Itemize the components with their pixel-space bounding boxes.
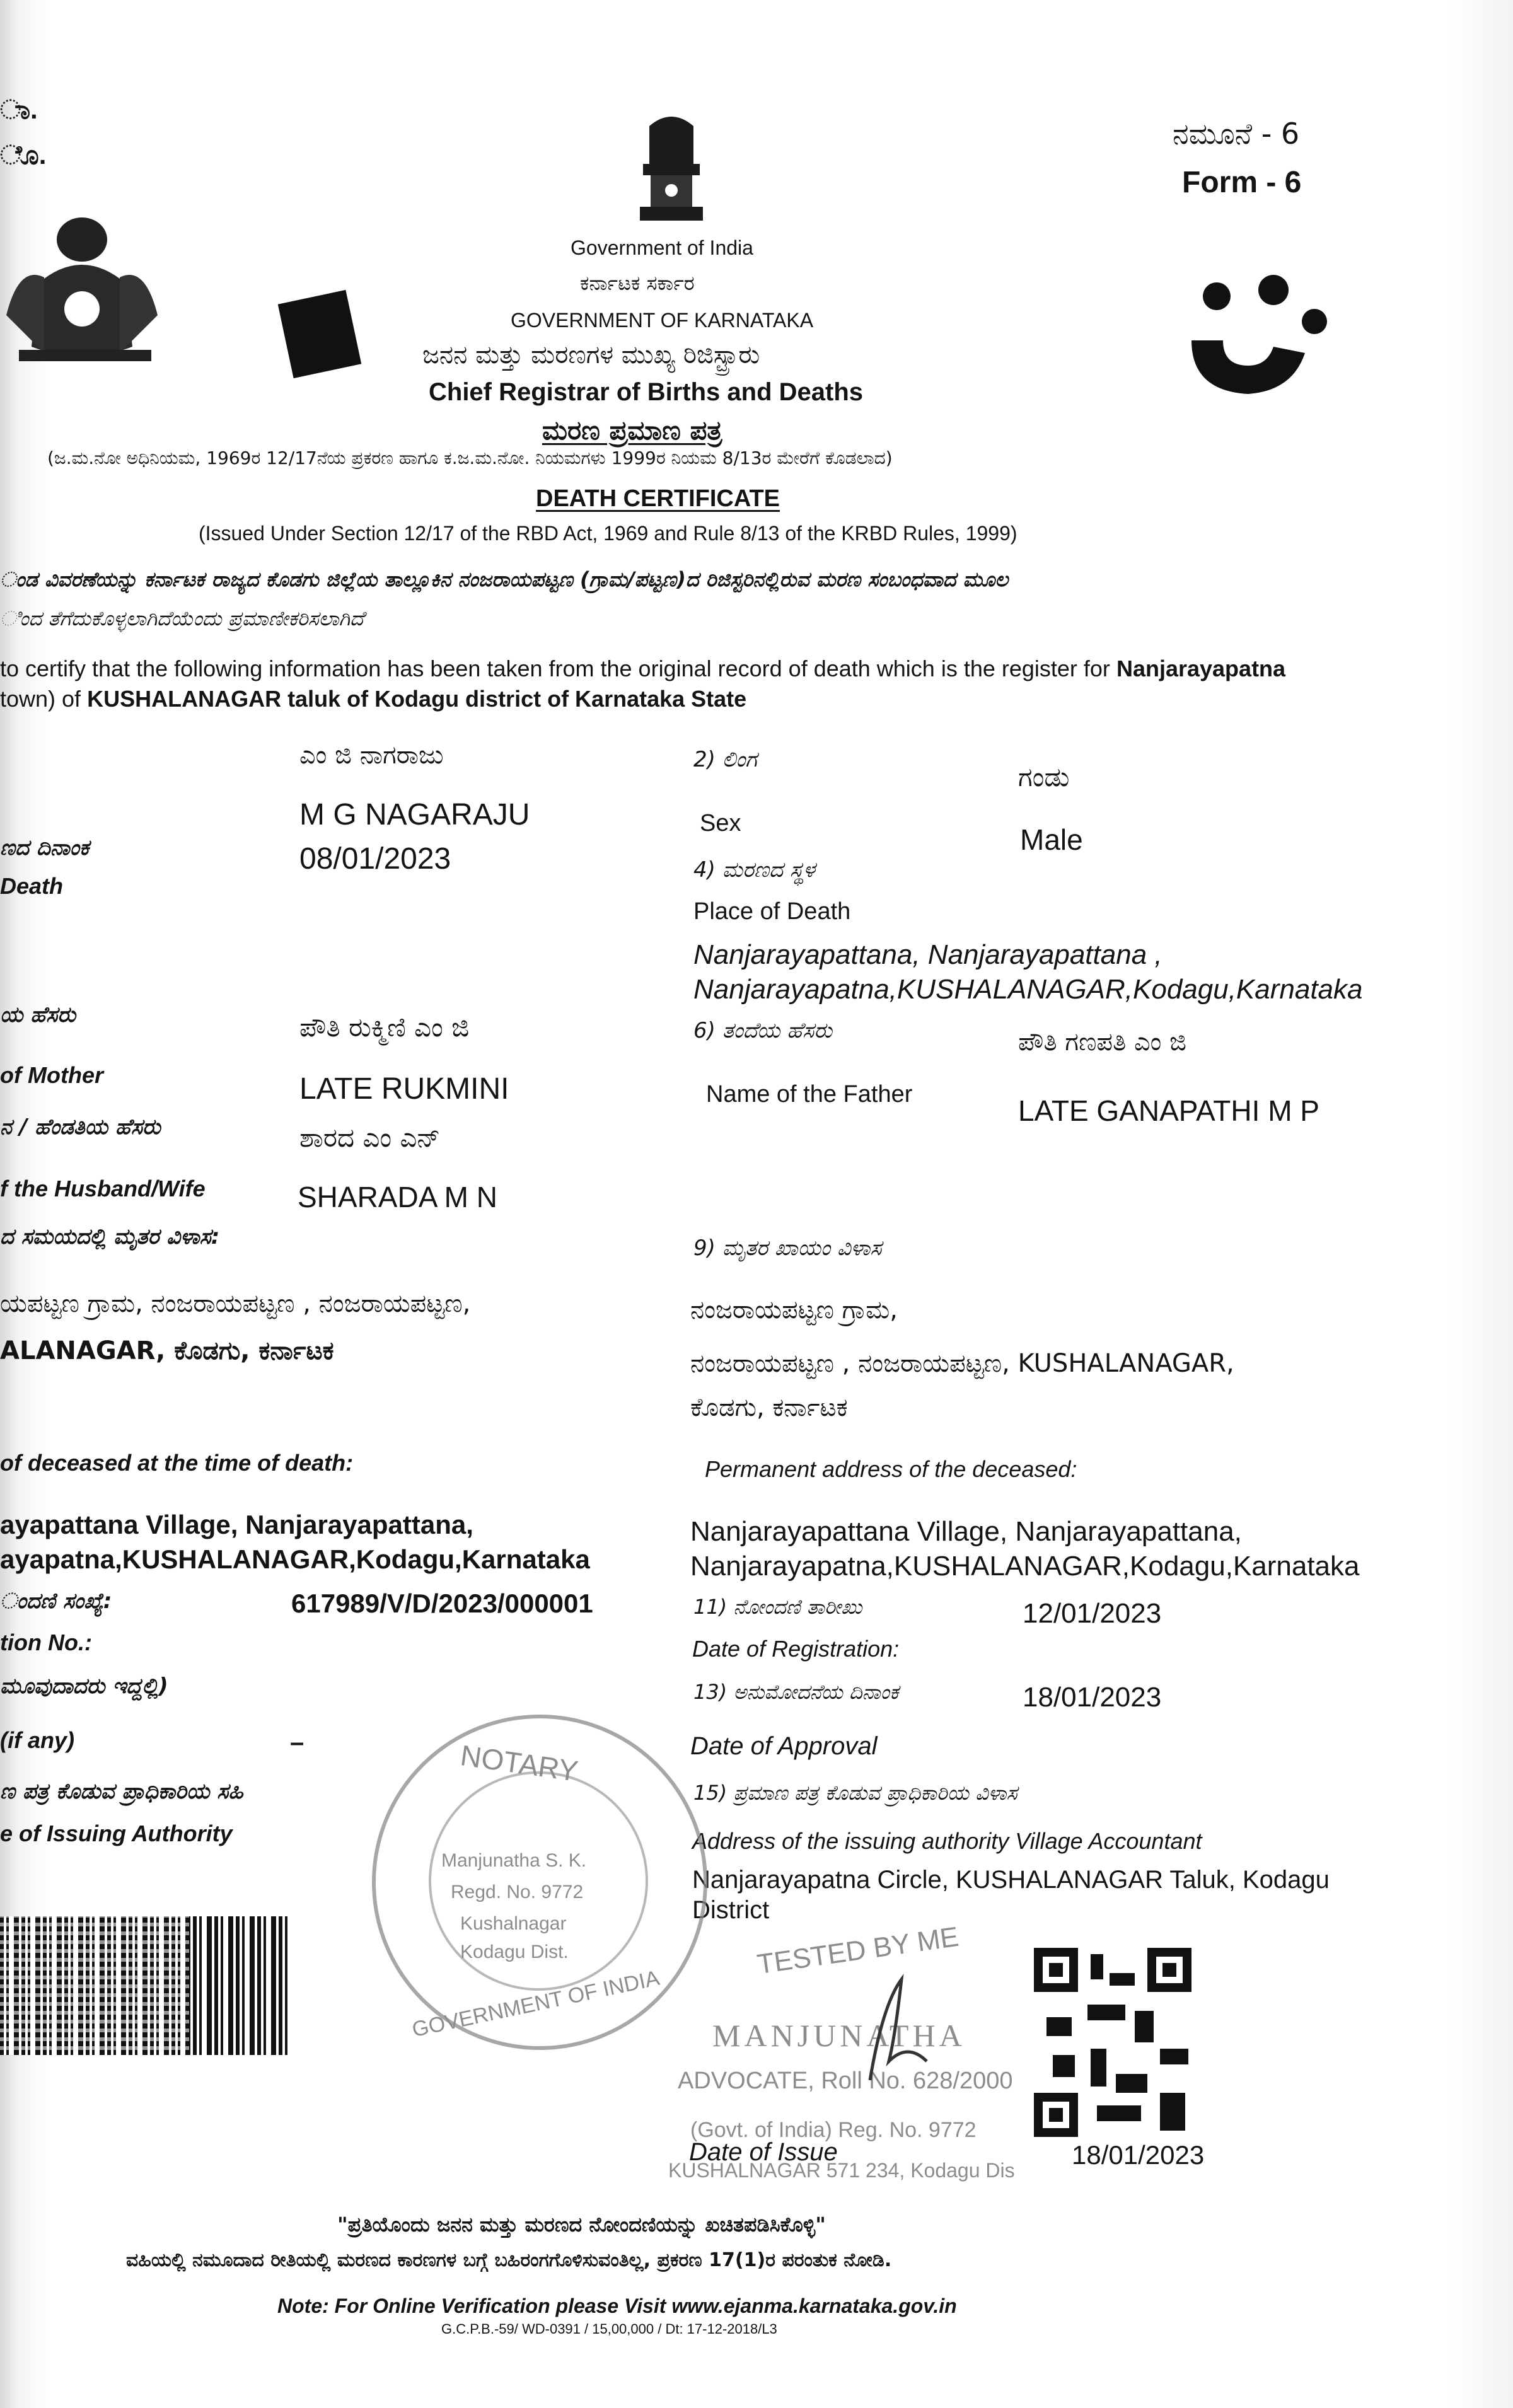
permanent-address-kn-line2: ನಂಜರಾಯಪಟ್ಟಣ , ನಂಜರಾಯಪಟ್ಟಣ, KUSHALANAGAR, [690, 1349, 1234, 1378]
authority-address-label-kn: 15) ಪ್ರಮಾಣ ಪತ್ರ ಕೊಡುವ ಪ್ರಾಧಿಕಾರಿಯ ವಿಳಾಸ [693, 1781, 1017, 1805]
registrar-kn-text: ಜನನ ಮತ್ತು ಮರಣಗಳ ಮುಖ್ಯ ರಿಜಿಸ್ಟ್ರಾರು [422, 340, 760, 369]
remarks-value: – [290, 1728, 304, 1756]
signature-label-en: e of Issuing Authority [0, 1820, 233, 1846]
date-of-death-label-kn: ಣದ ದಿನಾಂಕ [0, 835, 90, 860]
intro-kn-line2: ಿಂದ ತೆಗೆದುಕೊಳ್ಳಲಾಗಿದೆಯೆಂದು ಪ್ರಮಾಣೀಕರಿಸಲಾಗಿದೆ [0, 606, 364, 630]
permanent-address-kn-line1: ನಂಜರಾಯಪಟ್ಟಣ ಗ್ರಾಮ, [690, 1295, 898, 1324]
notary-stamp-bottom: GOVERNMENT OF INDIA [410, 1965, 662, 2042]
mother-name-kn: ಪೌತಿ ರುಕ್ಮಿಣಿ ಎಂ ಜಿ [299, 1012, 470, 1043]
approval-date-label-kn: 13) ಅನುಮೋದನೆಯ ದಿನಾಂಕ [693, 1680, 899, 1704]
father-name-en: LATE GANAPATHI M P [1018, 1094, 1319, 1127]
spouse-name-en: SHARADA M N [298, 1181, 497, 1213]
ashoka-emblem-icon [624, 107, 719, 233]
notary-stamp-place1: Kushalnagar [460, 1913, 567, 1934]
sex-label-en: Sex [700, 810, 741, 836]
address-label-en: of deceased at the time of death: [0, 1450, 354, 1476]
notary-stamp-regd: Regd. No. 9772 [451, 1882, 584, 1902]
date-of-issue-label: Date of Issue [689, 2138, 838, 2166]
authority-address-line1: Nanjarayapatna Circle, KUSHALANAGAR Taluk, Kodagu [692, 1866, 1330, 1894]
address-label-kn: ದ ಸಮಯದಲ್ಲಿ ಮೃತರ ವಿಳಾಸ: [0, 1224, 220, 1249]
intro-en-line2: town) of KUSHALANAGAR taluk of Kodagu district of Karnataka State [0, 686, 747, 712]
gov-india-text: Government of India [571, 236, 753, 259]
permanent-address-label-en: Permanent address of the deceased: [705, 1456, 1077, 1482]
address-en-line1: ayapattana Village, Nanjarayapattana, [0, 1510, 473, 1539]
approval-date-label-en: Date of Approval [690, 1732, 878, 1760]
authority-address-line2: District [692, 1896, 770, 1924]
intro-en-line1: to certify that the following information has been taken from the original record of death which is the register for Nanjarayapatna [0, 656, 1286, 681]
ejanma-logo-icon [1179, 271, 1330, 397]
place-line1: Nanjarayapattana, Nanjarayapattana , [693, 939, 1162, 970]
registration-number: 617989/V/D/2023/000001 [291, 1589, 593, 1618]
form-number-kn: ನಮೂನೆ - 6 [1173, 117, 1300, 151]
gov-karnataka-text: GOVERNMENT OF KARNATAKA [511, 309, 814, 332]
spouse-label-en: f the Husband/Wife [0, 1176, 206, 1201]
mother-label-kn: ಯ ಹೆಸರು [0, 1002, 76, 1027]
remarks-label-kn: ಮೂವುದಾದರು ಇದ್ದಲ್ಲಿ) [0, 1674, 168, 1699]
date-of-death-value: 08/01/2023 [299, 842, 451, 876]
permanent-address-kn-line3: ಕೊಡಗು, ಕರ್ನಾಟಕ [690, 1393, 848, 1422]
registration-date-label-kn: 11) ನೋಂದಣಿ ತಾರೀಖು [693, 1595, 862, 1619]
permanent-address-label-kn: 9) ಮೃತರ ಖಾಯಂ ವಿಳಾಸ [693, 1236, 882, 1261]
notary-stamp-name: Manjunatha S. K. [441, 1850, 587, 1871]
top-left-fragment-1: ಾ. [0, 95, 38, 124]
qr-code-icon [1034, 1948, 1191, 2137]
permanent-address-en-line1: Nanjarayapattana Village, Nanjarayapattana, [690, 1516, 1242, 1547]
advocate-roll-stamp: ADVOCATE, Roll No. 628/2000 [678, 2068, 1013, 2094]
address-kn-line1: ಯಪಟ್ಟಣ ಗ್ರಾಮ, ನಂಜರಾಯಪಟ್ಟಣ , ನಂಜರಾಯಪಟ್ಟಣ, [0, 1289, 471, 1318]
certificate-kn-title: ಮರಣ ಪ್ರಮಾಣ ಪತ್ರ [542, 415, 722, 446]
barcode-texture [0, 1916, 189, 2055]
place-label-en: Place of Death [693, 898, 851, 925]
signature-mark [857, 1967, 933, 2093]
form-number-en: Form - 6 [1182, 166, 1302, 199]
advocate-govt-stamp: (Govt. of India) Reg. No. 9772 [690, 2118, 977, 2142]
date-of-death-label-en: Death [0, 873, 64, 899]
mother-label-en: of Mother [0, 1062, 103, 1088]
address-kn-line2: ALANAGAR, ಕೊಡಗು, ಕರ್ನಾಟಕ [0, 1336, 334, 1365]
registrar-en-text: Chief Registrar of Births and Deaths [429, 378, 864, 406]
registration-date-value: 12/01/2023 [1023, 1598, 1162, 1629]
father-label-en: Name of the Father [706, 1081, 913, 1108]
attested-stamp: TESTED BY ME [755, 1921, 961, 1981]
spouse-label-kn: ನ / ಹೆಂಡತಿಯ ಹೆಸರು [0, 1114, 161, 1140]
registration-date-label-en: Date of Registration: [692, 1636, 900, 1662]
redaction-square [278, 290, 362, 378]
mother-name-en: LATE RUKMINI [299, 1072, 509, 1106]
top-left-fragment-2: ೊ. [0, 140, 47, 170]
spouse-name-kn: ಶಾರದ ಎಂ ಎನ್ [299, 1122, 441, 1153]
footer-verification-note: Note: For Online Verification please Visit www.ejanma.karnataka.gov.in [277, 2295, 957, 2317]
advocate-address-stamp: KUSHALNAGAR 571 234, Kodagu Dis [668, 2159, 1015, 2182]
approval-date-value: 18/01/2023 [1023, 1682, 1162, 1713]
deceased-name-kn: ಎಂ ಜಿ ನಾಗರಾಜು [299, 741, 444, 770]
father-name-kn: ಪೌತಿ ಗಣಪತಿ ಎಂ ಜಿ [1018, 1027, 1186, 1056]
place-label-kn: 4) ಮರಣದ ಸ್ಥಳ [693, 857, 815, 883]
notary-stamp-top: NOTARY [458, 1739, 581, 1788]
footer-slogan-line2: ವಹಿಯಲ್ಲಿ ನಮೂದಾದ ರೀತಿಯಲ್ಲಿ ಮರಣದ ಕಾರಣಗಳ ಬಗ್ಗೆ ಬಹಿರಂಗಗೊಳಿಸುವಂತಿಲ್ಲ, ಪ್ರಕರಣ 17(1)ರ ಪರಂತುಕ ನೋಡಿ. [126, 2249, 892, 2271]
rule-kn-text: (ಜ.ಮ.ನೋ ಅಧಿನಿಯಮ, 1969ರ 12/17ನೆಯ ಪ್ರಕರಣ ಹಾಗೂ ಕ.ಜ.ಮ.ನೋ. ನಿಯಮಗಳು 1999ರ ನಿಯಮ 8/13ರ ಮೇರೆಗೆ ಕೊಡಲಾದ) [47, 448, 893, 468]
sex-label-kn: 2) ಲಿಂಗ [693, 747, 757, 772]
intro-kn-line1: ಂಡ ವಿವರಣೆಯನ್ನು ಕರ್ನಾಟಕ ರಾಜ್ಯದ ಕೊಡಗು ಜಿಲ್ಲೆಯ ತಾಲ್ಲೂಕಿನ ನಂಜರಾಯಪಟ್ಟಣ (ಗ್ರಾಮ/ಪಟ್ಟಣ)ದ ರಿಜಿಸ್ಟರಿನಲ್ಲಿರುವ ಮರಣ ಸಂಬಂಧವಾದ ಮೂಲ [0, 567, 1009, 591]
father-label-kn: 6) ತಂದೆಯ ಹೆಸರು [693, 1018, 833, 1043]
date-of-issue-value: 18/01/2023 [1072, 2140, 1205, 2170]
deceased-name-en: M G NAGARAJU [299, 798, 530, 831]
footer-slogan-line1: "ಪ್ರತಿಯೊಂದು ಜನನ ಮತ್ತು ಮರಣದ ನೋಂದಣಿಯನ್ನು ಖಚಿತಪಡಿಸಿಕೊಳ್ಳಿ" [337, 2213, 826, 2237]
notary-stamp-place2: Kodagu Dist. [460, 1942, 569, 1962]
registration-label-en: tion No.: [0, 1629, 92, 1655]
footer-print-code: G.C.P.B.-59/ WD-0391 / 15,00,000 / Dt: 17-12-2018/L3 [441, 2321, 777, 2337]
advocate-name-stamp: MANJUNATHA [712, 2018, 966, 2053]
permanent-address-en-line2: Nanjarayapatna,KUSHALANAGAR,Kodagu,Karnataka [690, 1551, 1360, 1582]
rule-en-text: (Issued Under Section 12/17 of the RBD Act, 1969 and Rule 8/13 of the KRBD Rules, 1999) [199, 522, 1017, 545]
remarks-label-en: (if any) [0, 1727, 75, 1753]
certificate-en-title: DEATH CERTIFICATE [536, 485, 780, 512]
signature-label-kn: ಣ ಪತ್ರ ಕೊಡುವ ಪ್ರಾಧಿಕಾರಿಯ ಸಹಿ [0, 1779, 243, 1804]
registration-label-kn: ಂದಣಿ ಸಂಖ್ಯೆ: [0, 1589, 112, 1614]
authority-address-label-en: Address of the issuing authority Village Accountant [692, 1828, 1202, 1854]
address-en-line2: ayapatna,KUSHALANAGAR,Kodagu,Karnataka [0, 1544, 590, 1574]
place-line2: Nanjarayapatna,KUSHALANAGAR,Kodagu,Karnataka [693, 974, 1363, 1005]
sex-value-en: Male [1020, 823, 1083, 856]
karnataka-emblem-icon [0, 189, 189, 378]
karnataka-kn-text: ಕರ್ನಾಟಕ ಸರ್ಕಾರ [580, 271, 695, 295]
sex-value-kn: ಗಂಡು [1018, 761, 1070, 792]
